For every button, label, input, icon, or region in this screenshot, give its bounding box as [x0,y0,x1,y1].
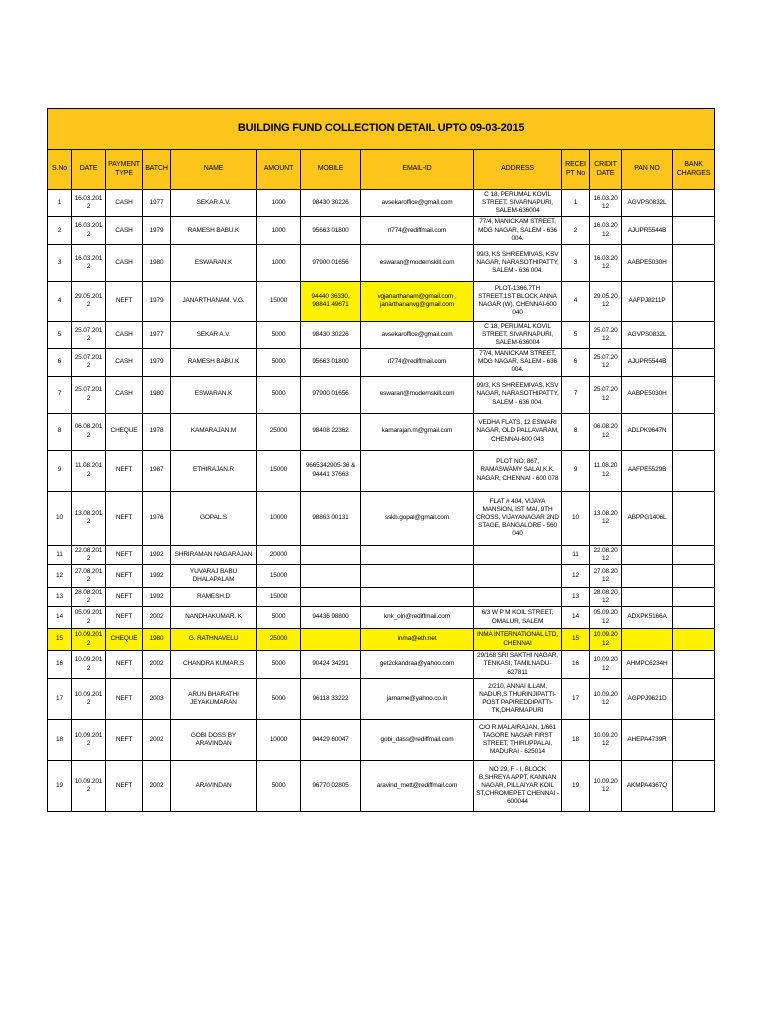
cell-date: 16.03.2012 [72,190,106,217]
cell-name: ESWARAN.K [171,244,257,281]
table-row [48,491,715,545]
cell-date: 10.09.2012 [72,720,106,761]
cell-email [361,545,474,564]
table-body [48,190,715,812]
column-header: RECEIPT No [562,150,590,190]
cell-type: CASH [106,217,143,244]
cell-mobile: 90424 34291 [301,651,361,679]
table-row [48,217,715,244]
cell-batch: 1980 [143,629,171,651]
cell-name: SEKAR A.V. [171,321,257,348]
cell-amount: 5000 [257,679,301,720]
cell-type: NEFT [106,720,143,761]
cell-batch: 2002 [143,720,171,761]
cell-date: 10.09.2012 [72,629,106,651]
cell-date: 06.08.2012 [72,413,106,450]
cell-date: 13.08.2012 [72,491,106,545]
cell-type: CASH [106,321,143,348]
cell-pan: ADXPK5166A [622,607,673,629]
cell-batch: 1977 [143,321,171,348]
cell-type: CHEQUE [106,413,143,450]
cell-address: PLOT NO; 867, RAMASWAMY SALAI,K.K. NAGAR, CHENNAI - 600 078 [474,450,562,491]
cell-pan: AHMPC6234H [622,651,673,679]
cell-date: 25.07.2012 [72,376,106,413]
cell-batch: 1979 [143,349,171,376]
cell-cdate: 16.03.2012 [590,190,622,217]
cell-name: SEKAR A.V. [171,190,257,217]
column-header: PAN NO [622,150,673,190]
cell-date: 28.08.2012 [72,587,106,606]
table-row [48,651,715,679]
cell-address: C 18, PERUMAL KOVIL STREET, SIVARNAPURI, SALEM-636004 [474,190,562,217]
table-row [48,545,715,564]
cell-bank [673,491,715,545]
column-header: MOBILE [301,150,361,190]
cell-sno: 17 [48,679,72,720]
cell-cdate: 10.09.2012 [590,720,622,761]
cell-date: 10.09.2012 [72,761,106,812]
cell-bank [673,413,715,450]
cell-mobile: 97900 01656 [301,376,361,413]
cell-batch: 1987 [143,450,171,491]
cell-sno: 5 [48,321,72,348]
cell-cdate: 28.08.2012 [590,587,622,606]
cell-cdate: 16.03.2012 [590,217,622,244]
cell-address: 6/3 W P M KOIL STREET, OMALUR, SALEM [474,607,562,629]
cell-amount: 15000 [257,281,301,321]
table-row [48,761,715,812]
cell-name: RAMESH.D [171,587,257,606]
cell-name: ETHIRAJAN.R [171,450,257,491]
cell-sno: 16 [48,651,72,679]
cell-receipt: 2 [562,217,590,244]
cell-cdate: 22.08.2012 [590,545,622,564]
cell-sno: 3 [48,244,72,281]
cell-bank [673,217,715,244]
cell-name: G. RATHNAVELU [171,629,257,651]
column-header: S.No [48,150,72,190]
cell-receipt: 3 [562,244,590,281]
cell-sno: 10 [48,491,72,545]
cell-pan: AABPE5030H [622,376,673,413]
cell-address: VEDHA FLATS, 12 ESWARI NAGAR, OLD PALLAVARAM, CHENNAI-600 043 [474,413,562,450]
cell-email: avsekaroffice@gmail.com [361,190,474,217]
cell-amount: 5000 [257,651,301,679]
cell-mobile: 98430 30226 [301,190,361,217]
cell-batch: 1992 [143,545,171,564]
cell-type: CASH [106,349,143,376]
cell-receipt: 17 [562,679,590,720]
cell-email: knk_olri@rediffmail.com [361,607,474,629]
cell-email: rl774@rediffmail.com [361,349,474,376]
cell-mobile: 96118 33222 [301,679,361,720]
cell-email [361,450,474,491]
column-header: BATCH [143,150,171,190]
cell-mobile [301,587,361,606]
cell-batch: 2003 [143,679,171,720]
cell-bank [673,281,715,321]
cell-cdate: 05.09.2012 [590,607,622,629]
cell-pan: ADLPK9647N [622,413,673,450]
cell-date: 10.09.2012 [72,679,106,720]
cell-batch: 1976 [143,491,171,545]
cell-sno: 14 [48,607,72,629]
table-row [48,413,715,450]
cell-batch: 1992 [143,587,171,606]
cell-mobile: 95663 01800 [301,349,361,376]
cell-date: 05.09.2012 [72,607,106,629]
cell-sno: 15 [48,629,72,651]
cell-email: jarname@yahoo.co.in [361,679,474,720]
cell-bank [673,720,715,761]
cell-date: 25.07.2012 [72,349,106,376]
cell-receipt: 16 [562,651,590,679]
cell-pan [622,564,673,587]
cell-type: CASH [106,190,143,217]
cell-email: eswaran@modernskill.com [361,244,474,281]
cell-amount: 15000 [257,450,301,491]
column-header: ADDRESS [474,150,562,190]
cell-name: ARAVINDAN [171,761,257,812]
cell-mobile: 98430 30226 [301,321,361,348]
cell-bank [673,587,715,606]
cell-type: CASH [106,244,143,281]
cell-mobile: 98408 22362 [301,413,361,450]
cell-amount: 1000 [257,190,301,217]
cell-email: aravind_mett@rediffmail.com [361,761,474,812]
cell-bank [673,564,715,587]
cell-pan: AKMPA4367Q [622,761,673,812]
cell-batch: 1992 [143,564,171,587]
cell-date: 10.09.2012 [72,651,106,679]
column-header: NAME [171,150,257,190]
cell-receipt: 8 [562,413,590,450]
cell-date: 25.07.2012 [72,321,106,348]
table-row [48,281,715,321]
table-row [48,349,715,376]
cell-receipt: 15 [562,629,590,651]
cell-receipt: 6 [562,349,590,376]
table-row [48,679,715,720]
cell-bank [673,349,715,376]
cell-address [474,587,562,606]
cell-address: INMA INTERNATIONAL LTD, CHENNAI [474,629,562,651]
cell-type: NEFT [106,587,143,606]
cell-amount: 5000 [257,349,301,376]
cell-mobile: 97900 01656 [301,244,361,281]
cell-pan [622,587,673,606]
cell-sno: 1 [48,190,72,217]
cell-email: rl774@rediffmail.com [361,217,474,244]
cell-name: GOPAL.S [171,491,257,545]
table-row [48,720,715,761]
cell-name: ARUN BHARATHI JEYAKUMARAN [171,679,257,720]
cell-date: 11.08.2012 [72,450,106,491]
fund-collection-table [47,108,715,812]
column-header: AMOUNT [257,150,301,190]
cell-address: NO 29, F - I, BLOCK B,SHREYA APPT, KANNAN NAGAR, PILLAIYAR KOIL ST,CHROMEPET CHENNAI - 600044 [474,761,562,812]
cell-address: C/O R.MALAIRAJAN, 1/661 TAGORE NAGAR FIRST STREET, THIRUPPALAI, MADURAI - 625014 [474,720,562,761]
cell-name: GOBI DOSS BY ARAVINDAN [171,720,257,761]
cell-receipt: 1 [562,190,590,217]
table-title: BUILDING FUND COLLECTION DETAIL UPTO 09-03-2015 [48,109,715,150]
cell-mobile: 96770 02805 [301,761,361,812]
cell-date: 16.03.2012 [72,244,106,281]
cell-date: 16.03.2012 [72,217,106,244]
cell-name: ESWARAN.K [171,376,257,413]
cell-mobile: 9665342905-36 & 94441 37663 [301,450,361,491]
cell-amount: 15000 [257,587,301,606]
cell-sno: 9 [48,450,72,491]
cell-pan: AAFPJ8211P [622,281,673,321]
cell-address: 99/3, KS SHREEMIVAS, KSV NAGAR, NARASOTHIPATTY, SALEM - 636 004. [474,376,562,413]
cell-pan: AJUPR5544B [622,349,673,376]
cell-address: PLOT-1366,7TH STREET,1ST BLOCK ANNA NAGAR (W), CHENNAI-600 040 [474,281,562,321]
cell-amount: 5000 [257,376,301,413]
cell-batch: 1979 [143,217,171,244]
cell-name: YUVARAJ BABU DHALAPALAM [171,564,257,587]
cell-name: NANDHAKUMAR. K [171,607,257,629]
cell-pan: AJUPR5544B [622,217,673,244]
cell-bank [673,629,715,651]
cell-bank [673,651,715,679]
fund-collection-sheet [47,108,714,812]
cell-name: CHANDRA KUMAR.S [171,651,257,679]
cell-receipt: 18 [562,720,590,761]
cell-email: avsekaroffice@gmail.com [361,321,474,348]
cell-pan: ABPPG1406L [622,491,673,545]
cell-receipt: 19 [562,761,590,812]
cell-batch: 2002 [143,761,171,812]
cell-sno: 18 [48,720,72,761]
cell-email: sskb.gopal@gmail.com [361,491,474,545]
cell-mobile [301,629,361,651]
cell-sno: 6 [48,349,72,376]
cell-name: JANARTHANAM. V.G. [171,281,257,321]
cell-batch: 2002 [143,651,171,679]
cell-receipt: 14 [562,607,590,629]
cell-address: 77/4, MANICKAM STREET, MDG NAGAR, SALEM - 636 004. [474,217,562,244]
cell-cdate: 27.08.2012 [590,564,622,587]
cell-cdate: 10.09.2012 [590,651,622,679]
table-row [48,376,715,413]
cell-name: SHRIRAMAN NAGARAJAN [171,545,257,564]
table-row [48,450,715,491]
cell-pan: AGVPS0832L [622,190,673,217]
cell-amount: 25000 [257,629,301,651]
cell-type: NEFT [106,679,143,720]
cell-sno: 8 [48,413,72,450]
cell-address: 77/4, MANICKAM STREET, MDG NAGAR, SALEM - 636 004. [474,349,562,376]
cell-sno: 12 [48,564,72,587]
cell-bank [673,321,715,348]
cell-pan [622,629,673,651]
table-row [48,564,715,587]
table-row [48,190,715,217]
cell-type: NEFT [106,651,143,679]
table-row [48,244,715,281]
cell-mobile: 94440 36330, 98841 49671 [301,281,361,321]
table-row [48,587,715,606]
cell-amount: 10000 [257,491,301,545]
cell-cdate: 10.09.2012 [590,629,622,651]
cell-receipt: 11 [562,545,590,564]
cell-batch: 1979 [143,281,171,321]
cell-cdate: 16.03.2012 [590,244,622,281]
cell-type: NEFT [106,450,143,491]
cell-pan: AGPPJ9621D [622,679,673,720]
cell-mobile: 94436 98800 [301,607,361,629]
cell-amount: 1000 [257,244,301,281]
cell-email [361,564,474,587]
cell-type: NEFT [106,281,143,321]
cell-sno: 7 [48,376,72,413]
cell-cdate: 06.08.2012 [590,413,622,450]
cell-batch: 1980 [143,376,171,413]
column-header: EMAIL-ID [361,150,474,190]
column-header: CRIDIT DATE [590,150,622,190]
table-row [48,321,715,348]
cell-mobile [301,545,361,564]
cell-amount: 20000 [257,545,301,564]
cell-cdate: 25.07.2012 [590,376,622,413]
cell-email: gobi_dass@rediffmail.com [361,720,474,761]
cell-date: 27.08.2012 [72,564,106,587]
cell-amount: 5000 [257,761,301,812]
cell-pan: AHEPA4739R [622,720,673,761]
cell-type: NEFT [106,491,143,545]
column-header: DATE [72,150,106,190]
cell-amount: 1000 [257,217,301,244]
cell-batch: 2002 [143,607,171,629]
cell-batch: 1978 [143,413,171,450]
cell-type: NEFT [106,545,143,564]
cell-name: RAMESH BABU.K [171,217,257,244]
cell-address: 99/3, KS SHREEMIVAS, KSV NAGAR, NARASOTHIPATTY, SALEM - 636 004. [474,244,562,281]
cell-receipt: 13 [562,587,590,606]
cell-pan: AABPE5030H [622,244,673,281]
cell-email: get2ckandraa@yahoo.com [361,651,474,679]
cell-name: RAMESH BABU.K [171,349,257,376]
cell-email: inma@eth.net [361,629,474,651]
cell-sno: 19 [48,761,72,812]
cell-bank [673,545,715,564]
cell-sno: 2 [48,217,72,244]
cell-receipt: 12 [562,564,590,587]
cell-receipt: 9 [562,450,590,491]
cell-bank [673,761,715,812]
cell-type: NEFT [106,564,143,587]
cell-date: 22.08.2012 [72,545,106,564]
cell-cdate: 11.08.2012 [590,450,622,491]
cell-sno: 11 [48,545,72,564]
column-header: PAYMENT TYPE [106,150,143,190]
cell-amount: 15000 [257,564,301,587]
cell-amount: 25000 [257,413,301,450]
table-row [48,629,715,651]
cell-address: C 18, PERUMAL KOVIL STREET, SIVARNAPURI, SALEM-636004 [474,321,562,348]
cell-amount: 10000 [257,720,301,761]
cell-receipt: 4 [562,281,590,321]
table-row [48,607,715,629]
cell-address: FLAT # 404, VIJAYA MANSION, IST MAI, 9TH CROSS, VIJAYANAGAR 2ND STAGE, BANGALORE - 560 040 [474,491,562,545]
cell-address: 2/210, ANNAI ILLAM, NADUR,S THURINJIPATTI-POST PAPIREDDIPATTI-TK,DHARMAPURI [474,679,562,720]
cell-mobile: 94429 60047 [301,720,361,761]
cell-batch: 1980 [143,244,171,281]
cell-type: NEFT [106,761,143,812]
cell-amount: 5000 [257,607,301,629]
cell-bank [673,244,715,281]
cell-type: CASH [106,376,143,413]
cell-bank [673,679,715,720]
cell-cdate: 25.07.2012 [590,349,622,376]
cell-bank [673,607,715,629]
column-header: BANK CHARGES [673,150,715,190]
cell-mobile: 98863 00131 [301,491,361,545]
cell-email: kamarajan.m@gmail.com [361,413,474,450]
cell-bank [673,450,715,491]
cell-bank [673,376,715,413]
cell-type: CHEQUE [106,629,143,651]
cell-bank [673,190,715,217]
cell-date: 29.05.2012 [72,281,106,321]
cell-cdate: 25.07.2012 [590,321,622,348]
cell-pan: AGVPS0832L [622,321,673,348]
cell-receipt: 10 [562,491,590,545]
cell-email [361,587,474,606]
cell-cdate: 13.08.2012 [590,491,622,545]
cell-pan: AAFPE5529B [622,450,673,491]
cell-address: 29/168 SRI SAKTHI NAGAR, TENKASI, TAMILNADU-627811 [474,651,562,679]
cell-receipt: 7 [562,376,590,413]
cell-pan [622,545,673,564]
cell-mobile: 95663 01800 [301,217,361,244]
cell-mobile [301,564,361,587]
cell-cdate: 10.09.2012 [590,679,622,720]
cell-receipt: 5 [562,321,590,348]
cell-email: vgjanarthanam@gmail.com , janarthananvg@gmail.com [361,281,474,321]
cell-address [474,545,562,564]
cell-cdate: 10.09.2012 [590,761,622,812]
cell-address [474,564,562,587]
cell-type: NEFT [106,607,143,629]
cell-amount: 5000 [257,321,301,348]
cell-sno: 13 [48,587,72,606]
cell-batch: 1977 [143,190,171,217]
cell-email: eswaran@modernskill.com [361,376,474,413]
cell-cdate: 29.05.2012 [590,281,622,321]
cell-sno: 4 [48,281,72,321]
header-row [48,150,715,190]
cell-name: KAMARAJAN.M [171,413,257,450]
